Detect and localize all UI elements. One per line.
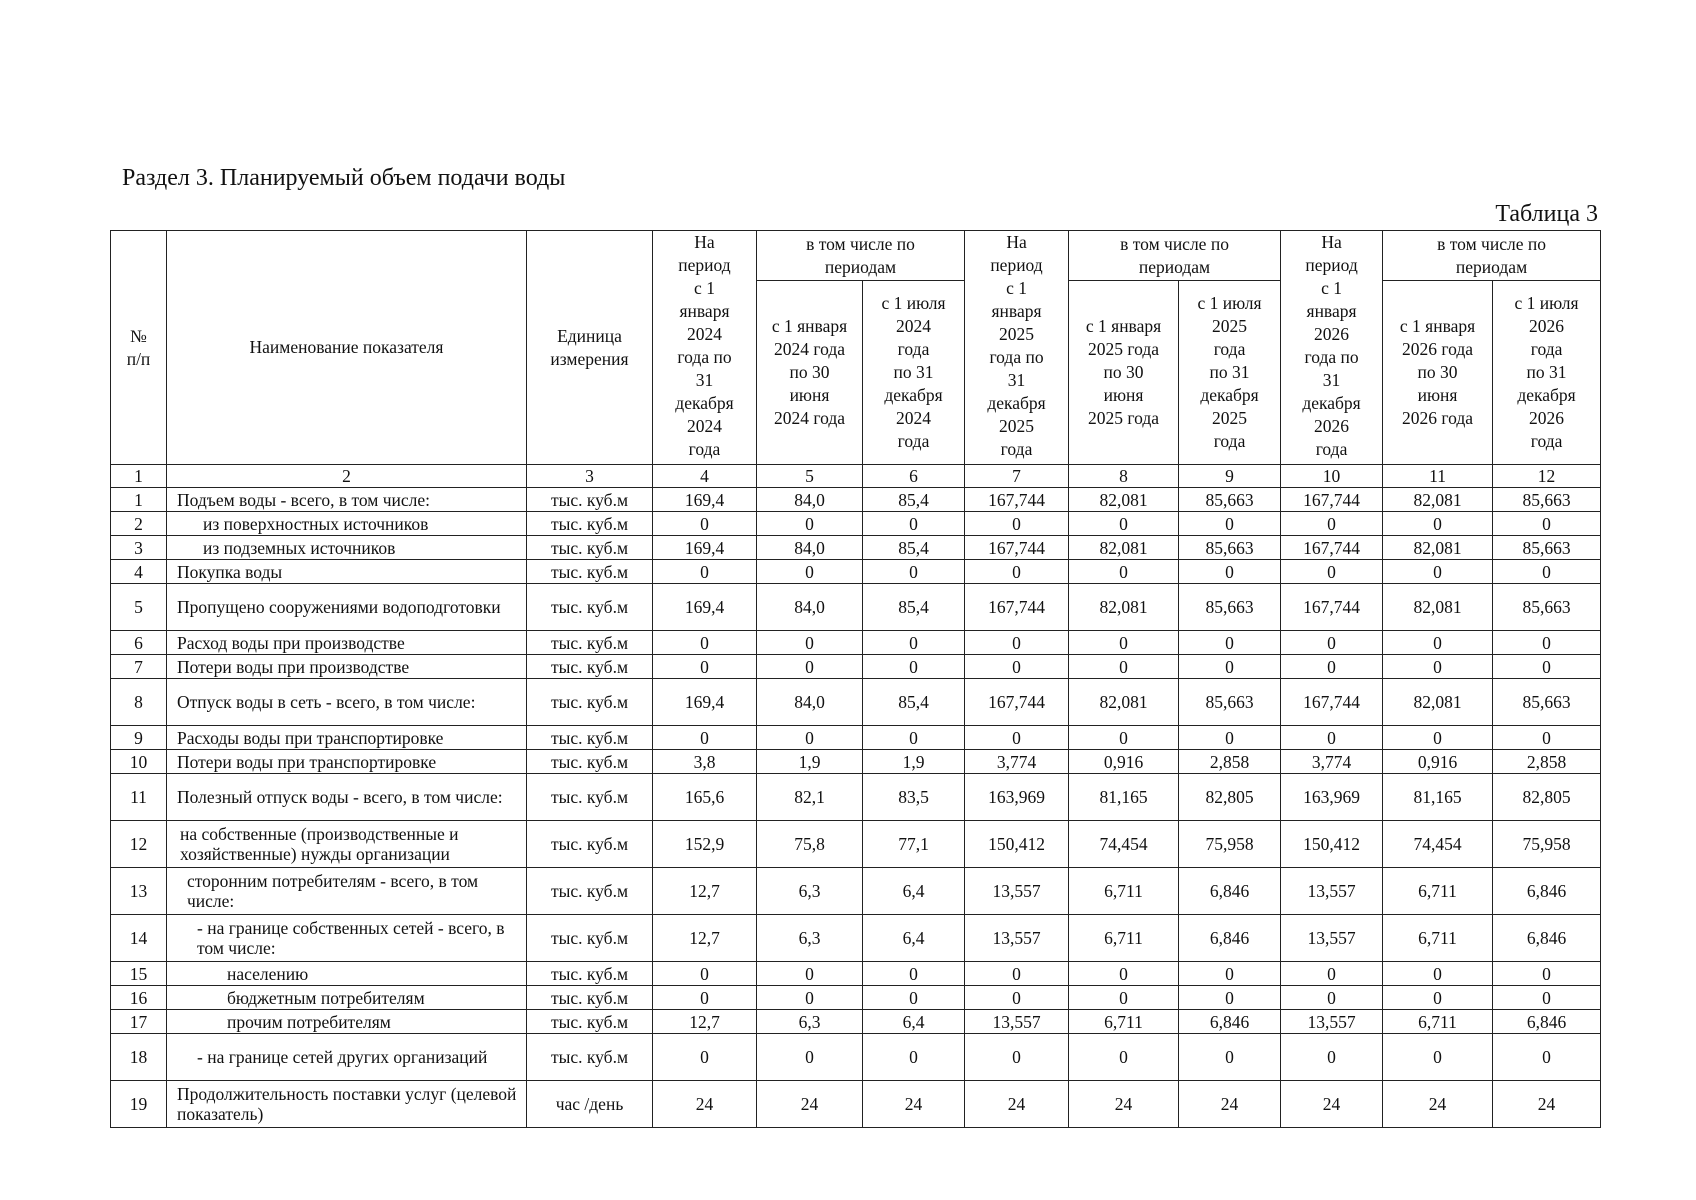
indicator-name: - на границе собственных сетей - всего, в том числе: [167,915,527,962]
value-cell: 0 [863,1034,965,1081]
value-cell: 0 [1179,726,1281,750]
value-cell: 85,663 [1179,488,1281,512]
row-number: 18 [111,1034,167,1081]
row-number: 8 [111,679,167,726]
value-cell: 0 [1179,512,1281,536]
value-cell: 0 [1069,631,1179,655]
header-num: № п/п [111,231,167,465]
value-cell: 0 [1383,986,1493,1010]
value-cell: 6,711 [1069,868,1179,915]
value-cell: 169,4 [653,488,757,512]
column-number: 3 [527,465,653,488]
value-cell: 6,846 [1179,868,1281,915]
indicator-name: Расходы воды при транспортировке [167,726,527,750]
value-cell: 82,081 [1383,488,1493,512]
value-cell: 84,0 [757,488,863,512]
value-cell: 13,557 [965,1010,1069,1034]
value-cell: 0 [863,631,965,655]
column-number: 7 [965,465,1069,488]
value-cell: 150,412 [1281,821,1383,868]
indicator-name: Подъем воды - всего, в том числе: [167,488,527,512]
unit-cell: тыс. куб.м [527,986,653,1010]
value-cell: 0 [1493,512,1601,536]
value-cell: 0 [1281,560,1383,584]
header-h1-2025: с 1 января 2025 года по 30 июня 2025 года [1069,281,1179,465]
value-cell: 74,454 [1069,821,1179,868]
water-supply-table [110,230,1601,1128]
value-cell: 13,557 [1281,868,1383,915]
indicator-name: на собственные (производственные и хозяйственные) нужды организации [167,821,527,868]
value-cell: 24 [1281,1081,1383,1128]
value-cell: 0 [1383,962,1493,986]
table-row [111,868,1601,915]
value-cell: 0 [653,986,757,1010]
value-cell: 0 [653,512,757,536]
value-cell: 85,663 [1493,536,1601,560]
value-cell: 3,8 [653,750,757,774]
value-cell: 0 [757,631,863,655]
value-cell: 0 [1281,631,1383,655]
value-cell: 0 [1493,655,1601,679]
table-row [111,774,1601,821]
value-cell: 0 [1069,726,1179,750]
value-cell: 169,4 [653,584,757,631]
value-cell: 6,4 [863,915,965,962]
value-cell: 85,663 [1493,679,1601,726]
row-number: 3 [111,536,167,560]
value-cell: 0 [863,655,965,679]
row-number: 7 [111,655,167,679]
value-cell: 0 [965,726,1069,750]
unit-cell: тыс. куб.м [527,560,653,584]
column-number: 12 [1493,465,1601,488]
unit-cell: тыс. куб.м [527,726,653,750]
value-cell: 169,4 [653,679,757,726]
unit-cell: час /день [527,1081,653,1128]
value-cell: 0 [1383,655,1493,679]
value-cell: 6,711 [1383,1010,1493,1034]
table-row [111,631,1601,655]
unit-cell: тыс. куб.м [527,631,653,655]
table-row [111,679,1601,726]
unit-cell: тыс. куб.м [527,679,653,726]
table-label: Таблица 3 [1495,201,1598,227]
value-cell: 0 [1069,560,1179,584]
table-row [111,536,1601,560]
value-cell: 85,4 [863,679,965,726]
value-cell: 0 [1069,512,1179,536]
column-number: 2 [167,465,527,488]
value-cell: 13,557 [1281,1010,1383,1034]
value-cell: 0 [1179,1034,1281,1081]
indicator-name: Потери воды при транспортировке [167,750,527,774]
unit-cell: тыс. куб.м [527,821,653,868]
indicator-name: сторонним потребителям - всего, в том числе: [167,868,527,915]
value-cell: 0 [757,655,863,679]
value-cell: 0 [1069,962,1179,986]
value-cell: 0 [1281,655,1383,679]
value-cell: 84,0 [757,536,863,560]
value-cell: 0 [1493,560,1601,584]
value-cell: 0 [863,986,965,1010]
value-cell: 24 [653,1081,757,1128]
table-row [111,986,1601,1010]
value-cell: 0 [1281,1034,1383,1081]
value-cell: 0 [757,726,863,750]
unit-cell: тыс. куб.м [527,1010,653,1034]
value-cell: 0 [653,560,757,584]
indicator-name: из поверхностных источников [167,512,527,536]
value-cell: 24 [1383,1081,1493,1128]
value-cell: 6,711 [1069,915,1179,962]
value-cell: 6,846 [1493,868,1601,915]
row-number: 4 [111,560,167,584]
row-number: 9 [111,726,167,750]
value-cell: 0,916 [1069,750,1179,774]
column-number: 6 [863,465,965,488]
value-cell: 85,663 [1493,584,1601,631]
value-cell: 0 [1179,962,1281,986]
row-number: 5 [111,584,167,631]
value-cell: 13,557 [965,868,1069,915]
value-cell: 0 [1493,726,1601,750]
value-cell: 6,711 [1383,915,1493,962]
value-cell: 0 [965,986,1069,1010]
column-number: 8 [1069,465,1179,488]
value-cell: 6,3 [757,915,863,962]
value-cell: 0 [757,962,863,986]
value-cell: 165,6 [653,774,757,821]
indicator-name: Полезный отпуск воды - всего, в том числе: [167,774,527,821]
table-row [111,488,1601,512]
value-cell: 85,663 [1493,488,1601,512]
column-number: 5 [757,465,863,488]
value-cell: 152,9 [653,821,757,868]
section-title: Раздел 3. Планируемый объем подачи воды [122,165,566,191]
value-cell: 0 [653,962,757,986]
value-cell: 3,774 [1281,750,1383,774]
value-cell: 0 [863,962,965,986]
value-cell: 74,454 [1383,821,1493,868]
row-number: 11 [111,774,167,821]
value-cell: 1,9 [863,750,965,774]
value-cell: 85,663 [1179,584,1281,631]
value-cell: 24 [1179,1081,1281,1128]
value-cell: 167,744 [1281,536,1383,560]
indicator-name: Потери воды при производстве [167,655,527,679]
value-cell: 0 [1069,986,1179,1010]
value-cell: 12,7 [653,868,757,915]
value-cell: 82,081 [1069,536,1179,560]
value-cell: 0 [1493,631,1601,655]
value-cell: 85,4 [863,488,965,512]
indicator-name: прочим потребителям [167,1010,527,1034]
value-cell: 85,663 [1179,536,1281,560]
unit-cell: тыс. куб.м [527,512,653,536]
value-cell: 167,744 [1281,584,1383,631]
unit-cell: тыс. куб.м [527,536,653,560]
value-cell: 0 [1281,512,1383,536]
value-cell: 1,9 [757,750,863,774]
value-cell: 0 [965,631,1069,655]
value-cell: 84,0 [757,679,863,726]
value-cell: 82,1 [757,774,863,821]
value-cell: 83,5 [863,774,965,821]
table-row [111,750,1601,774]
value-cell: 0 [1383,512,1493,536]
row-number: 12 [111,821,167,868]
header-h2-2025: с 1 июля 2025 года по 31 декабря 2025 года [1179,281,1281,465]
header-period-2025: На период с 1 января 2025 года по 31 декабря 2025 года [965,231,1069,465]
unit-cell: тыс. куб.м [527,868,653,915]
value-cell: 167,744 [965,584,1069,631]
value-cell: 82,081 [1069,584,1179,631]
indicator-name: Отпуск воды в сеть - всего, в том числе: [167,679,527,726]
column-number: 4 [653,465,757,488]
value-cell: 75,958 [1179,821,1281,868]
table-row [111,821,1601,868]
table-row [111,726,1601,750]
unit-cell: тыс. куб.м [527,655,653,679]
table-row [111,915,1601,962]
value-cell: 0 [965,962,1069,986]
indicator-name: Расход воды при производстве [167,631,527,655]
header-incl-2025: в том числе по периодам [1069,231,1281,281]
value-cell: 82,805 [1179,774,1281,821]
value-cell: 13,557 [965,915,1069,962]
value-cell: 0 [1179,631,1281,655]
value-cell: 6,846 [1493,915,1601,962]
row-number: 6 [111,631,167,655]
indicator-name: - на границе сетей других организаций [167,1034,527,1081]
value-cell: 0 [965,1034,1069,1081]
value-cell: 0 [863,512,965,536]
value-cell: 0 [653,726,757,750]
row-number: 1 [111,488,167,512]
indicator-name: Продолжительность поставки услуг (целевой показатель) [167,1081,527,1128]
value-cell: 0 [757,512,863,536]
header-h1-2024: с 1 января 2024 года по 30 июня 2024 года [757,281,863,465]
value-cell: 0 [1069,655,1179,679]
value-cell: 6,4 [863,868,965,915]
row-number: 16 [111,986,167,1010]
row-number: 19 [111,1081,167,1128]
value-cell: 0 [1281,986,1383,1010]
value-cell: 163,969 [1281,774,1383,821]
value-cell: 0 [757,560,863,584]
value-cell: 24 [1493,1081,1601,1128]
value-cell: 0 [653,1034,757,1081]
value-cell: 0 [965,655,1069,679]
value-cell: 0 [1069,1034,1179,1081]
value-cell: 6,4 [863,1010,965,1034]
value-cell: 0 [757,986,863,1010]
value-cell: 0 [1493,962,1601,986]
value-cell: 167,744 [965,679,1069,726]
indicator-name: Пропущено сооружениями водоподготовки [167,584,527,631]
value-cell: 6,711 [1383,868,1493,915]
value-cell: 0 [1179,560,1281,584]
value-cell: 0 [1383,1034,1493,1081]
value-cell: 24 [1069,1081,1179,1128]
value-cell: 167,744 [1281,679,1383,726]
unit-cell: тыс. куб.м [527,750,653,774]
value-cell: 0 [1493,1034,1601,1081]
value-cell: 85,4 [863,584,965,631]
table-row [111,512,1601,536]
header-name: Наименование показателя [167,231,527,465]
value-cell: 6,846 [1179,1010,1281,1034]
value-cell: 75,8 [757,821,863,868]
value-cell: 2,858 [1493,750,1601,774]
value-cell: 0 [1281,962,1383,986]
value-cell: 0 [863,726,965,750]
row-number: 13 [111,868,167,915]
value-cell: 0 [863,560,965,584]
value-cell: 85,4 [863,536,965,560]
indicator-name: бюджетным потребителям [167,986,527,1010]
column-number: 10 [1281,465,1383,488]
value-cell: 150,412 [965,821,1069,868]
value-cell: 82,081 [1069,679,1179,726]
value-cell: 0 [1179,986,1281,1010]
unit-cell: тыс. куб.м [527,488,653,512]
unit-cell: тыс. куб.м [527,915,653,962]
table-row [111,1081,1601,1128]
value-cell: 0 [1383,726,1493,750]
row-number: 15 [111,962,167,986]
header-h2-2024: с 1 июля 2024 года по 31 декабря 2024 года [863,281,965,465]
table-row [111,584,1601,631]
header-unit: Единица измерения [527,231,653,465]
value-cell: 163,969 [965,774,1069,821]
table-row [111,1034,1601,1081]
value-cell: 24 [863,1081,965,1128]
value-cell: 12,7 [653,915,757,962]
value-cell: 6,3 [757,1010,863,1034]
indicator-name: населению [167,962,527,986]
value-cell: 167,744 [965,488,1069,512]
value-cell: 0 [1179,655,1281,679]
header-period-2024: На период с 1 января 2024 года по 31 декабря 2024 года [653,231,757,465]
row-number: 10 [111,750,167,774]
value-cell: 6,846 [1179,915,1281,962]
value-cell: 3,774 [965,750,1069,774]
value-cell: 0 [1281,726,1383,750]
column-number: 9 [1179,465,1281,488]
value-cell: 82,081 [1383,536,1493,560]
value-cell: 167,744 [1281,488,1383,512]
value-cell: 6,711 [1069,1010,1179,1034]
column-number: 11 [1383,465,1493,488]
value-cell: 169,4 [653,536,757,560]
value-cell: 82,805 [1493,774,1601,821]
header-h1-2026: с 1 января 2026 года по 30 июня 2026 года [1383,281,1493,465]
header-period-2026: На период с 1 января 2026 года по 31 декабря 2026 года [1281,231,1383,465]
value-cell: 0 [965,560,1069,584]
value-cell: 0 [1383,631,1493,655]
unit-cell: тыс. куб.м [527,584,653,631]
header-h2-2026: с 1 июля 2026 года по 31 декабря 2026 года [1493,281,1601,465]
unit-cell: тыс. куб.м [527,1034,653,1081]
value-cell: 0 [1383,560,1493,584]
value-cell: 85,663 [1179,679,1281,726]
indicator-name: из подземных источников [167,536,527,560]
value-cell: 0 [757,1034,863,1081]
header-incl-2024: в том числе по периодам [757,231,965,281]
table-row [111,560,1601,584]
value-cell: 0,916 [1383,750,1493,774]
unit-cell: тыс. куб.м [527,774,653,821]
value-cell: 12,7 [653,1010,757,1034]
value-cell: 2,858 [1179,750,1281,774]
value-cell: 0 [653,631,757,655]
indicator-name: Покупка воды [167,560,527,584]
value-cell: 84,0 [757,584,863,631]
value-cell: 75,958 [1493,821,1601,868]
unit-cell: тыс. куб.м [527,962,653,986]
value-cell: 0 [1493,986,1601,1010]
column-numbers-row [111,465,1601,488]
value-cell: 82,081 [1069,488,1179,512]
value-cell: 81,165 [1069,774,1179,821]
value-cell: 24 [965,1081,1069,1128]
table-row [111,1010,1601,1034]
value-cell: 77,1 [863,821,965,868]
row-number: 2 [111,512,167,536]
value-cell: 82,081 [1383,584,1493,631]
table-row [111,962,1601,986]
value-cell: 81,165 [1383,774,1493,821]
value-cell: 24 [757,1081,863,1128]
value-cell: 6,3 [757,868,863,915]
value-cell: 6,846 [1493,1010,1601,1034]
row-number: 17 [111,1010,167,1034]
header-incl-2026: в том числе по периодам [1383,231,1601,281]
value-cell: 167,744 [965,536,1069,560]
table-row [111,655,1601,679]
row-number: 14 [111,915,167,962]
value-cell: 0 [965,512,1069,536]
value-cell: 0 [653,655,757,679]
value-cell: 82,081 [1383,679,1493,726]
value-cell: 13,557 [1281,915,1383,962]
column-number: 1 [111,465,167,488]
